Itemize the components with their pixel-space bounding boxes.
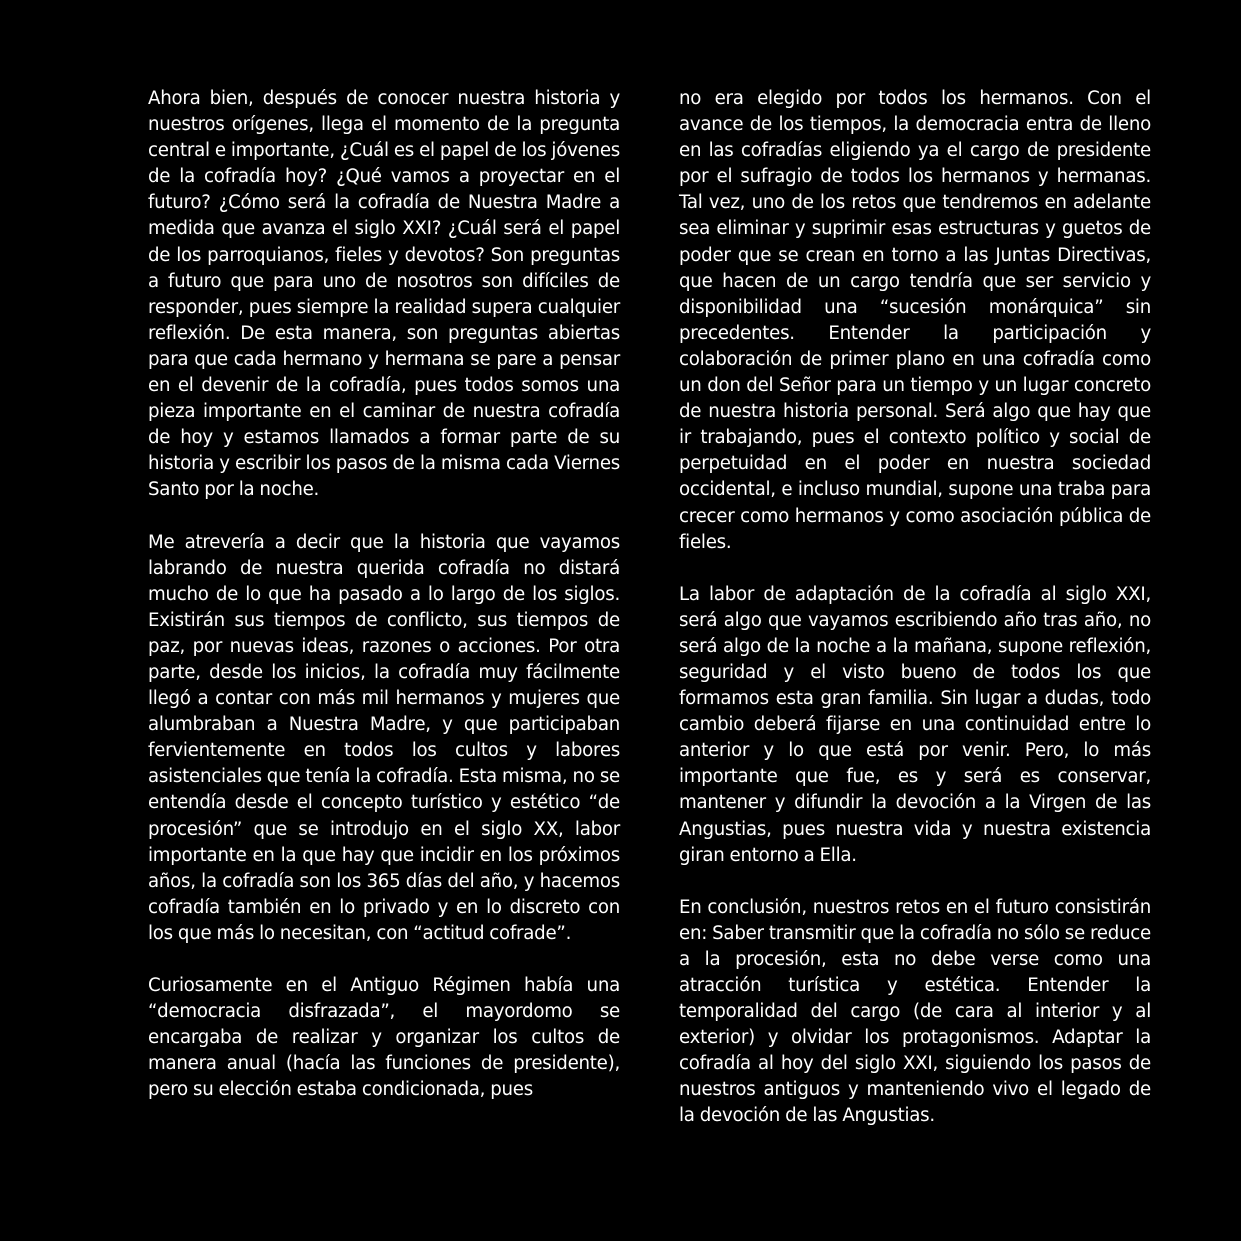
right-text-column <box>679 86 1151 1156</box>
paragraph: En conclusión, nuestros retos en el futuro consistirán en: Saber transmitir que la cofradía no sólo se reduce a la procesión, esta no debe verse como una atracción turística y estética. Entender la temporalidad del cargo (de cara al interior y al exterior) y olvidar los protagonismos. Adaptar la cofradía al hoy del siglo XXI, siguiendo los pasos de nuestros antiguos y manteniendo vivo el legado de la devoción de las Angustias. <box>679 896 1151 1127</box>
paragraph: Me atrevería a decir que la historia que vayamos labrando de nuestra querida cofradía no distará mucho de lo que ha pasado a lo largo de los siglos. Existirán sus tiempos de conflicto, sus tiempos de paz, por nuevas ideas, razones o acciones. Por otra parte, desde los inicios, la cofradía muy fácilmente llegó a contar con más mil hermanos y mujeres que alumbraban a Nuestra Madre, y que participaban fervientemente en todos los cultos y labores asistenciales que tenía la cofradía. Esta misma, no se entendía desde el concepto turístico y estético “de procesión” que se introdujo en el siglo XX, labor importante en la que hay que incidir en los próximos años, la cofradía son los 365 días del año, y hacemos cofradía también en lo privado y en lo discreto con los que más lo necesitan, con “actitud cofrade”. <box>148 531 620 944</box>
paragraph: Curiosamente en el Antiguo Régimen había una “democracia disfrazada”, el mayordomo se encargaba de realizar y organizar los cultos de manera anual (hacía las funciones de presidente), pero su elección estaba condicionada, pues <box>148 975 620 1101</box>
left-text-column <box>148 86 620 1129</box>
paragraph: no era elegido por todos los hermanos. Con el avance de los tiempos, la democracia entra de lleno en las cofradías eligiendo ya el cargo de presidente por el sufragio de todos los hermanos y hermanas. Tal vez, uno de los retos que tendremos en adelante sea eliminar y suprimir esas estructuras y guetos de poder que se crean en torno a las Juntas Directivas, que hacen de un cargo tendría que ser servicio y disponibilidad una “sucesión monárquica” sin precedentes. Entender la participación y colaboración de primer plano en una cofradía como un don del Señor para un tiempo y un lugar concreto de nuestra historia personal. Será algo que hay que ir trabajando, pues el contexto político y social de perpetuidad en el poder en nuestra sociedad occidental, e incluso mundial, supone una traba para crecer como hermanos y como asociación pública de fieles. <box>679 88 1151 553</box>
paragraph: La labor de adaptación de la cofradía al siglo XXI, será algo que vayamos escribiendo año tras año, no será algo de la noche a la mañana, supone reflexión, seguridad y el visto bueno de todos los que formamos esta gran familia. Sin lugar a dudas, todo cambio deberá fijarse en una continuidad entre lo anterior y lo que está por venir. Pero, lo más importante que fue, es y será es conservar, mantener y difundir la devoción a la Virgen de las Angustias, pues nuestra vida y nuestra existencia giran entorno a Ella. <box>679 583 1151 866</box>
paragraph: Ahora bien, después de conocer nuestra historia y nuestros orígenes, llega el momento de la pregunta central e importante, ¿Cuál es el papel de los jóvenes de la cofradía hoy? ¿Qué vamos a proyectar en el futuro? ¿Cómo será la cofradía de Nuestra Madre a medida que avanza el siglo XXI? ¿Cuál será el papel de los parroquianos, fieles y devotos? Son preguntas a futuro que para uno de nosotros son difíciles de responder, pues siempre la realidad supera cualquier reflexión. De esta manera, son preguntas abiertas para que cada hermano y hermana se pare a pensar en el devenir de la cofradía, pues todos somos una pieza importante en el caminar de nuestra cofradía de hoy y estamos llamados a formar parte de su historia y escribir los pasos de la misma cada Viernes Santo por la noche. <box>148 88 620 501</box>
